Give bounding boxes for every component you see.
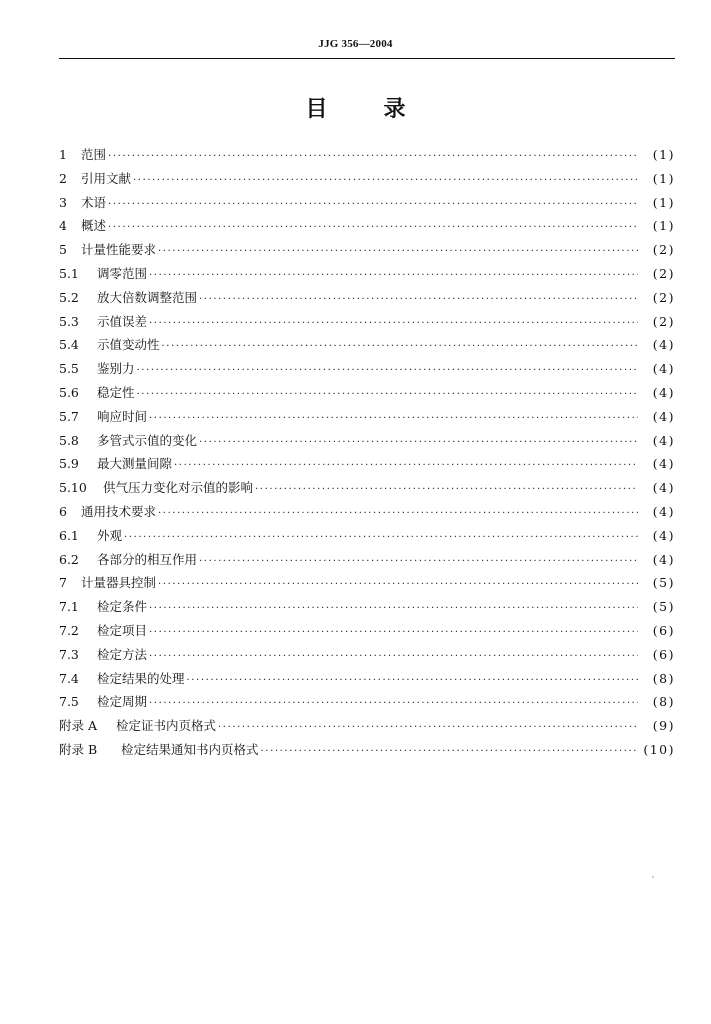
- toc-page: (10): [643, 741, 675, 757]
- toc-page: (4): [652, 527, 675, 543]
- toc-page: (4): [652, 337, 675, 353]
- toc-number: 附录 B: [59, 741, 98, 757]
- dot-leader: [187, 672, 638, 690]
- toc-label: 检定方法: [97, 646, 148, 662]
- standard-code-header: JJG 356—2004: [318, 38, 393, 50]
- dot-leader: [149, 600, 638, 618]
- dot-leader: [261, 743, 638, 761]
- dot-leader: [108, 196, 638, 214]
- toc-page: (4): [652, 480, 675, 496]
- toc-page: (2): [652, 242, 675, 258]
- dot-leader: [149, 624, 638, 642]
- dot-leader: [149, 267, 638, 285]
- toc-label: 稳定性: [97, 384, 135, 400]
- toc-label: 供气压力变化对示值的影响: [103, 480, 254, 496]
- toc-entry: [59, 146, 675, 170]
- toc-entry: [59, 313, 675, 337]
- dot-leader: [255, 481, 638, 499]
- toc-page: (4): [652, 432, 675, 448]
- dot-leader: [199, 434, 638, 452]
- title-char-1: 目: [305, 97, 328, 122]
- dot-leader: [218, 719, 638, 737]
- toc-number: 5.8: [59, 432, 79, 448]
- toc-label: 检定周期: [97, 694, 148, 710]
- toc-label: 鉴别力: [97, 361, 135, 377]
- toc-number: 7.1: [59, 599, 79, 615]
- toc-label: 概述: [81, 218, 107, 234]
- toc-label: 响应时间: [97, 408, 148, 424]
- toc-entry: [59, 598, 675, 622]
- toc-label: 检定项目: [97, 622, 148, 638]
- table-of-contents: [59, 146, 675, 765]
- toc-entry: [59, 170, 675, 194]
- toc-entry: [59, 194, 675, 218]
- toc-page: (1): [652, 194, 675, 210]
- toc-entry: [59, 217, 675, 241]
- dot-leader: [108, 219, 638, 237]
- toc-label: 范围: [81, 147, 107, 162]
- toc-page: (6): [652, 646, 675, 662]
- toc-page: (4): [652, 503, 675, 519]
- dot-leader: [149, 695, 638, 713]
- dot-leader: [199, 553, 638, 571]
- dot-leader: [199, 291, 638, 309]
- toc-number: 3: [59, 194, 67, 210]
- toc-page: (4): [652, 361, 675, 377]
- toc-number: 6.2: [59, 551, 79, 567]
- toc-label: 引用文献: [81, 170, 132, 186]
- toc-number: 4: [59, 218, 67, 234]
- dot-leader: [162, 338, 638, 356]
- toc-number: 2: [59, 170, 67, 186]
- toc-page: (2): [652, 289, 675, 305]
- toc-label: 各部分的相互作用: [97, 551, 198, 567]
- toc-entry: [59, 503, 675, 527]
- dot-leader: [158, 243, 638, 261]
- toc-number: 5.6: [59, 384, 79, 400]
- dot-leader: [133, 172, 638, 190]
- toc-label: 多管式示值的变化: [97, 432, 198, 448]
- toc-page: (2): [652, 265, 675, 281]
- toc-entry: [59, 408, 675, 432]
- toc-page: (9): [652, 718, 675, 734]
- toc-number: 5.10: [59, 480, 87, 496]
- dot-leader: [124, 529, 638, 547]
- toc-entry: [59, 741, 675, 765]
- toc-number: 5.1: [59, 265, 79, 281]
- toc-number: 5.3: [59, 313, 79, 329]
- toc-label: 示值变动性: [97, 337, 160, 353]
- toc-number: 7.4: [59, 670, 79, 686]
- dot-leader: [108, 148, 638, 166]
- toc-page: (6): [652, 622, 675, 638]
- toc-entry: [59, 384, 675, 408]
- toc-number: 5.5: [59, 361, 79, 377]
- toc-page: (1): [652, 170, 675, 186]
- toc-entry: [59, 432, 675, 456]
- toc-label: 放大倍数调整范围: [97, 289, 198, 305]
- toc-page: (8): [652, 670, 675, 686]
- page-title: [0, 92, 711, 123]
- toc-page: (4): [652, 384, 675, 400]
- toc-entry: [59, 693, 675, 717]
- toc-entry: [59, 574, 675, 598]
- toc-page: (4): [652, 408, 675, 424]
- dot-leader: [149, 410, 638, 428]
- toc-page: (5): [652, 575, 675, 591]
- toc-page: (1): [652, 147, 675, 162]
- dot-leader: [149, 315, 638, 333]
- dot-leader: [149, 648, 638, 666]
- toc-entry: [59, 265, 675, 289]
- toc-number: 5: [59, 242, 67, 258]
- toc-entry: [59, 646, 675, 670]
- toc-label: 检定证书内页格式: [116, 718, 217, 734]
- toc-label: 计量性能要求: [81, 242, 157, 258]
- toc-number: 5.9: [59, 456, 79, 472]
- toc-number: 6: [59, 503, 67, 519]
- toc-entry: [59, 527, 675, 551]
- header-rule: [59, 58, 675, 59]
- toc-entry: [59, 717, 675, 741]
- toc-number: 1: [59, 147, 67, 162]
- toc-page: (1): [652, 218, 675, 234]
- toc-entry: [59, 479, 675, 503]
- toc-number: 5.7: [59, 408, 79, 424]
- dot-leader: [137, 386, 638, 404]
- toc-number: 5.4: [59, 337, 79, 353]
- toc-page: (5): [652, 599, 675, 615]
- scan-speck: [652, 876, 654, 878]
- toc-label: 检定结果通知书内页格式: [121, 741, 259, 757]
- toc-number: 5.2: [59, 289, 79, 305]
- toc-entry: [59, 360, 675, 384]
- toc-entry: [59, 241, 675, 265]
- toc-page: (2): [652, 313, 675, 329]
- toc-entry: [59, 622, 675, 646]
- toc-page: (8): [652, 694, 675, 710]
- dot-leader: [158, 505, 638, 523]
- title-char-2: 录: [383, 97, 406, 122]
- dot-leader: [174, 457, 638, 475]
- toc-page: (4): [652, 551, 675, 567]
- toc-label: 外观: [97, 527, 123, 543]
- toc-label: 计量器具控制: [81, 575, 157, 591]
- toc-number: 附录 A: [59, 718, 98, 734]
- toc-entry: [59, 670, 675, 694]
- toc-page: (4): [652, 456, 675, 472]
- toc-label: 最大测量间隙: [97, 456, 173, 472]
- toc-number: 7: [59, 575, 67, 591]
- toc-label: 检定结果的处理: [97, 670, 185, 686]
- dot-leader: [158, 576, 638, 594]
- toc-label: 通用技术要求: [81, 503, 157, 519]
- toc-entry: [59, 551, 675, 575]
- toc-entry: [59, 289, 675, 313]
- toc-label: 调零范围: [97, 265, 148, 281]
- toc-number: 7.2: [59, 622, 79, 638]
- dot-leader: [137, 362, 638, 380]
- toc-label: 检定条件: [97, 599, 148, 615]
- toc-number: 6.1: [59, 527, 79, 543]
- toc-label: 术语: [81, 194, 107, 210]
- toc-entry: [59, 455, 675, 479]
- toc-number: 7.5: [59, 694, 79, 710]
- toc-number: 7.3: [59, 646, 79, 662]
- toc-entry: [59, 336, 675, 360]
- toc-label: 示值误差: [97, 313, 148, 329]
